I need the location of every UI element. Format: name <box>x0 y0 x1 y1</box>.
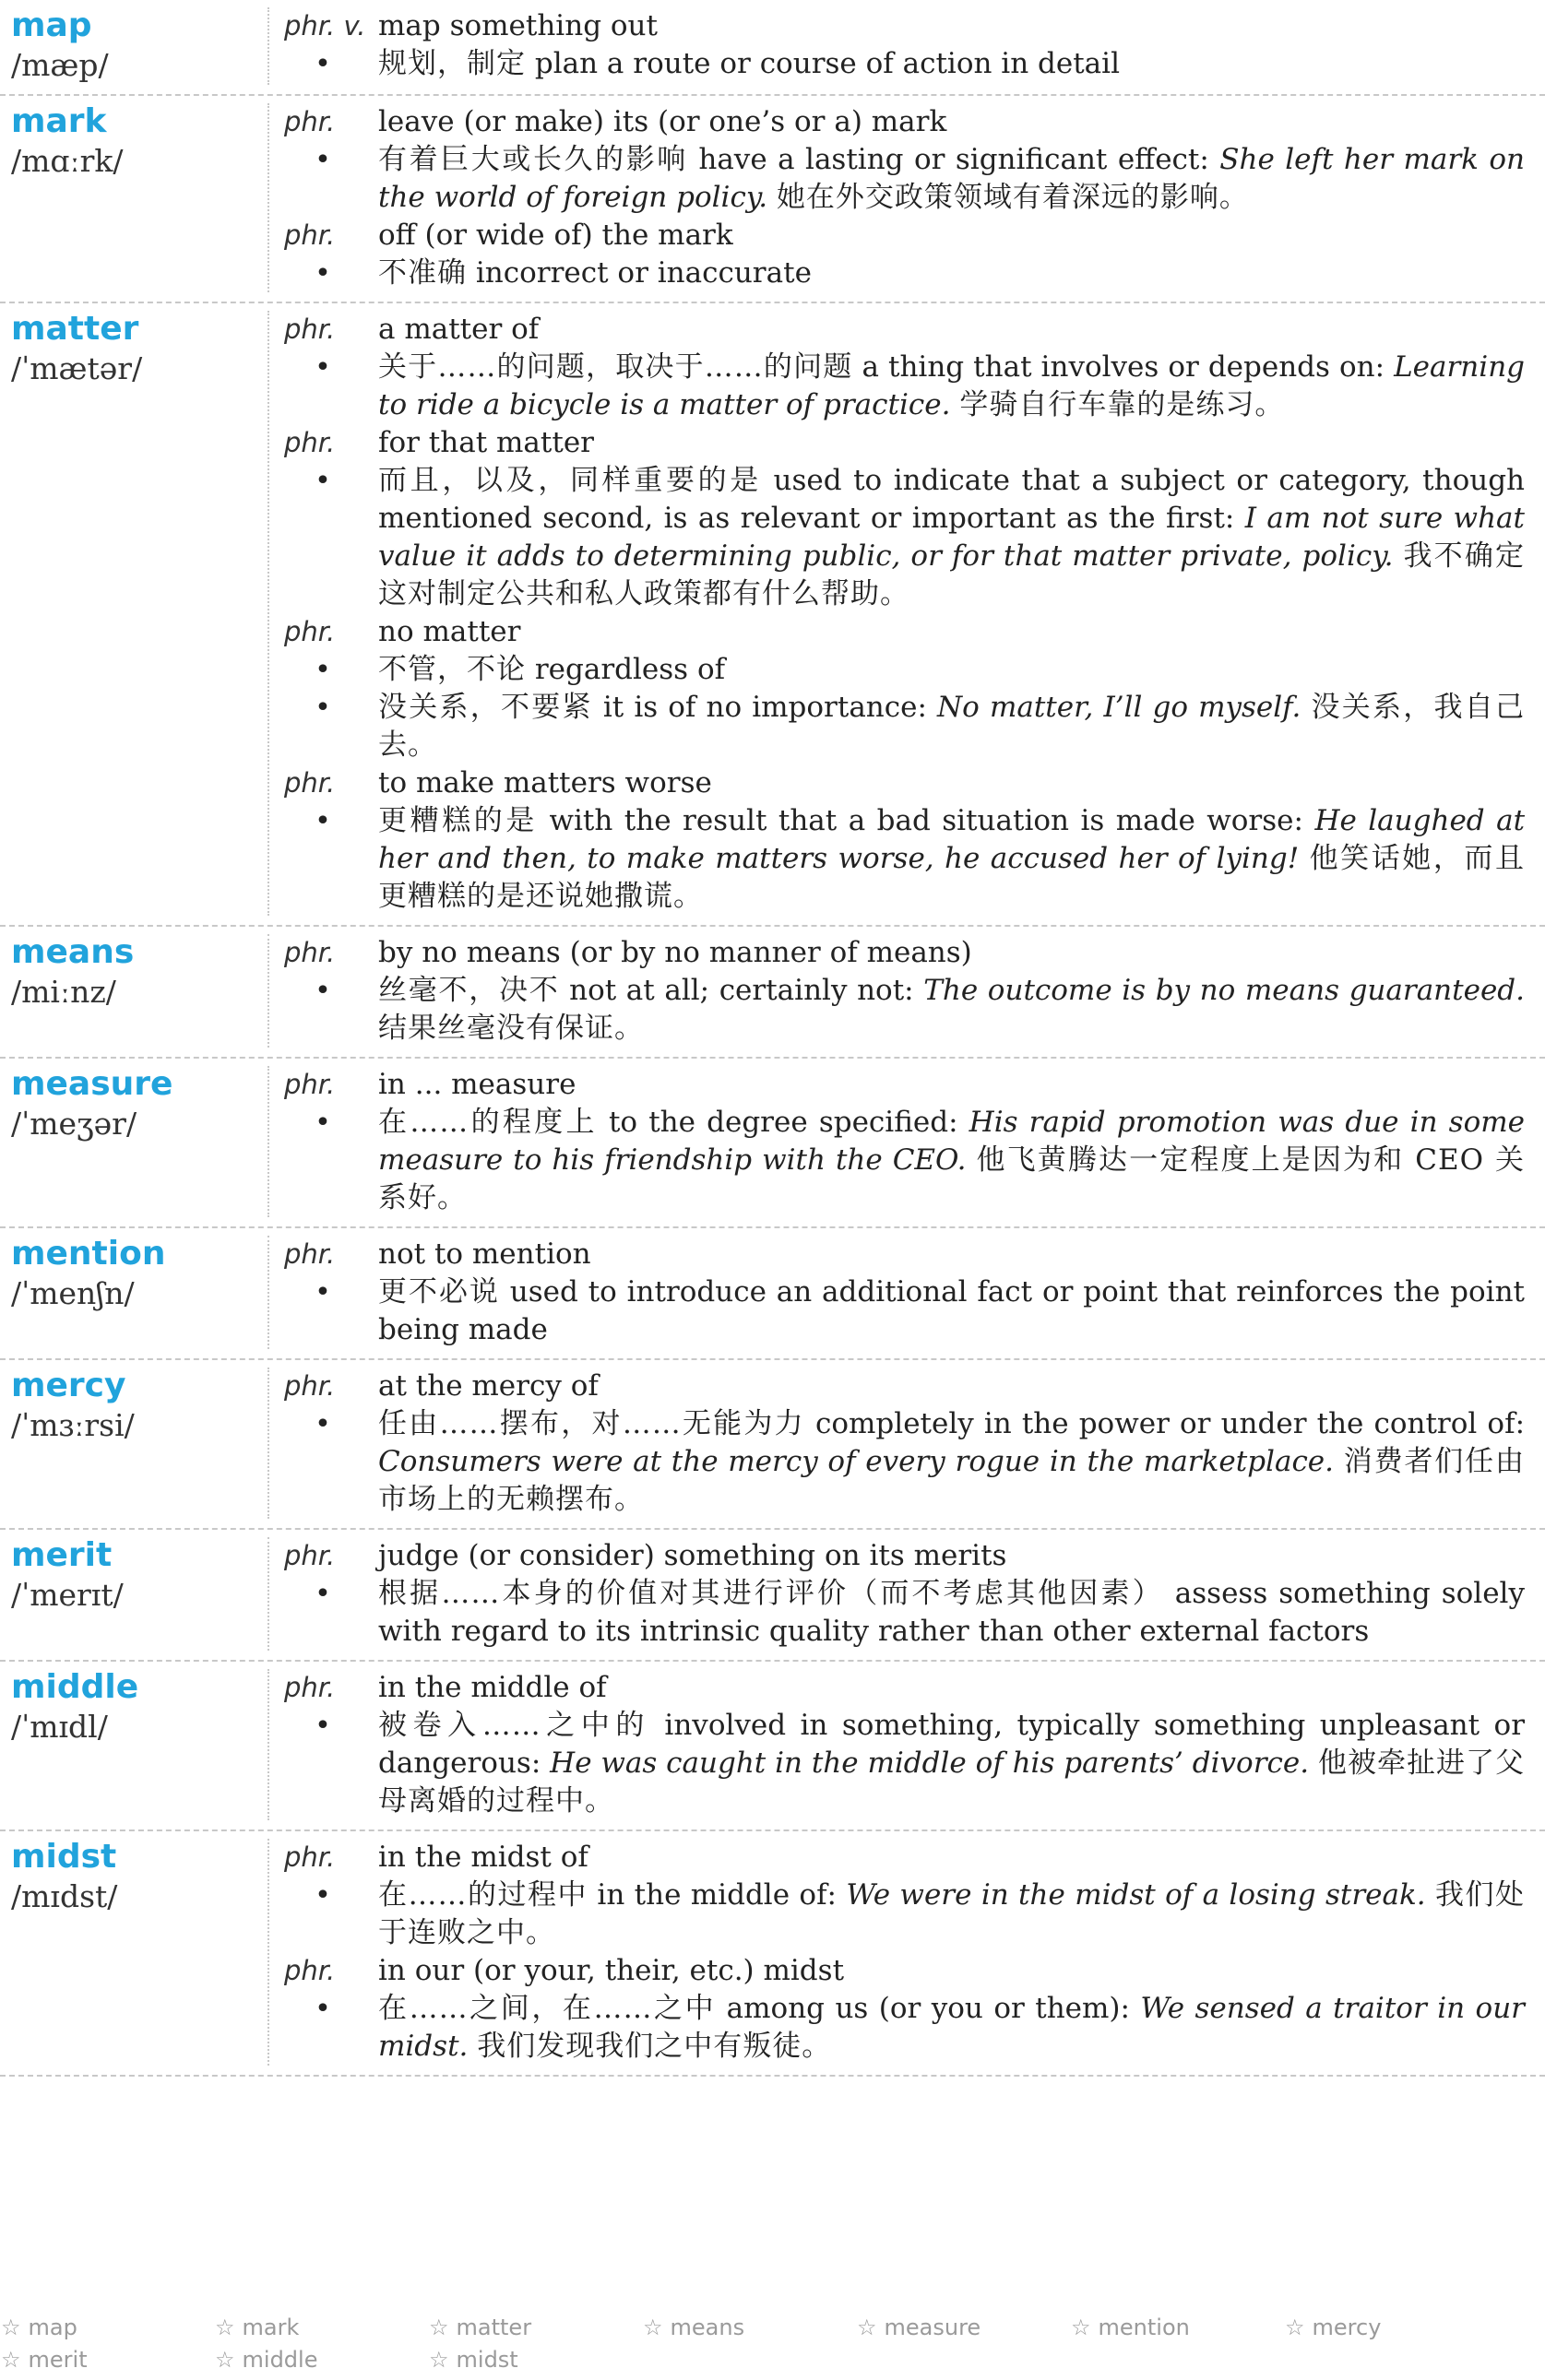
bullet-icon: • <box>315 805 331 837</box>
nav-link-label[interactable]: mention <box>1098 2315 1190 2340</box>
nav-link-label[interactable]: mercy <box>1312 2315 1382 2340</box>
nav-link-label[interactable]: midst <box>456 2347 518 2373</box>
pronunciation: /ˈmeʒər/ <box>11 1106 137 1142</box>
part-of-speech-label: phr. <box>284 767 336 799</box>
phrase-line <box>284 311 1525 349</box>
star-icon: ☆ <box>857 2315 877 2340</box>
entry-midst <box>0 1831 1545 2077</box>
part-of-speech-label: phr. v. <box>284 10 366 41</box>
headword: mercy <box>11 1367 126 1404</box>
entry-body <box>269 7 1545 85</box>
definition <box>378 1104 1525 1217</box>
entry-body <box>269 311 1545 916</box>
pronunciation: /ˈmætər/ <box>11 350 143 386</box>
definition-en: assess something solely with regard to its intrinsic quality rather than other external factors <box>378 1577 1525 1648</box>
entry-body <box>269 1236 1545 1349</box>
phrase-line <box>284 1952 1525 1990</box>
phrase-line <box>284 103 1525 141</box>
example-sentence: He laughed at her and then, to make matters worse, he accused her of lying! <box>378 804 1526 875</box>
definition-cn: 在……之间，在……之中 <box>378 1992 717 2025</box>
phrase: in the midst of <box>378 1841 588 1874</box>
star-icon: ☆ <box>215 2347 235 2373</box>
definition-line <box>284 1104 1525 1217</box>
phrase: map something out <box>378 9 658 42</box>
definition <box>378 972 1525 1048</box>
nav-link-mercy[interactable] <box>1285 2315 1381 2340</box>
part-of-speech-label: phr. <box>284 314 336 345</box>
definition <box>378 651 1525 689</box>
phrase-line <box>284 1368 1525 1405</box>
entry-middle <box>0 1662 1545 1831</box>
phrase-line <box>284 424 1525 462</box>
star-icon: ☆ <box>643 2315 663 2340</box>
definition-en: not at all; certainly not: <box>569 974 914 1007</box>
phrase: no matter <box>378 615 521 648</box>
definition-en: completely in the power or under the control of: <box>815 1407 1526 1440</box>
definition-cn: 没关系，不要紧 <box>378 691 593 724</box>
definition-cn: 更不必说 <box>378 1275 500 1308</box>
definition <box>378 1273 1525 1349</box>
definition <box>378 1575 1525 1651</box>
example-translation: 我们发现我们之中有叛徒。 <box>477 2030 832 2063</box>
example-sentence: His rapid promotion was due in some measure to his friendship with the CEO. <box>378 1106 1525 1177</box>
nav-link-label[interactable]: map <box>28 2315 77 2340</box>
headword-column <box>0 7 269 85</box>
bullet-icon: • <box>315 351 331 384</box>
entry-mark <box>0 96 1545 303</box>
pronunciation: /mɪdst/ <box>11 1878 118 1914</box>
definition-line <box>284 1575 1525 1651</box>
example-sentence: Learning to ride a bicycle is a matter of practice. <box>378 350 1525 421</box>
phrase: judge (or consider) something on its merits <box>378 1539 1007 1572</box>
nav-link-label[interactable]: middle <box>242 2347 318 2373</box>
star-icon: ☆ <box>215 2315 235 2340</box>
headword: mention <box>11 1235 166 1273</box>
definition-cn: 不管，不论 <box>378 653 526 686</box>
definition <box>378 1707 1525 1820</box>
phrase: in our (or your, their, etc.) midst <box>378 1954 845 1987</box>
definition-cn: 而且，以及，同样重要的是 <box>378 464 762 497</box>
pronunciation: /ˈmerɪt/ <box>11 1577 124 1613</box>
pronunciation: /miːnz/ <box>11 974 116 1010</box>
nav-link-mark[interactable] <box>215 2315 299 2340</box>
definition-line <box>284 1707 1525 1820</box>
phrase-line <box>284 1669 1525 1707</box>
definition-cn: 有着巨大或长久的影响 <box>378 143 688 176</box>
example-translation: 结果丝毫没有保证。 <box>378 1012 644 1045</box>
definition-en: with the result that a bad situation is made worse: <box>549 804 1303 837</box>
phrase-line <box>284 1236 1525 1273</box>
definition-cn: 更糟糕的是 <box>378 804 538 837</box>
part-of-speech-label: phr. <box>284 616 336 647</box>
nav-link-mention[interactable] <box>1071 2315 1190 2340</box>
example-sentence: We were in the midst of a losing streak. <box>846 1878 1426 1912</box>
phrase: leave (or make) its (or one’s or a) mark <box>378 105 947 138</box>
definition <box>378 462 1525 613</box>
headword-column <box>0 1669 269 1820</box>
phrase-line <box>284 217 1525 255</box>
headword-column <box>0 1839 269 2066</box>
headword: merit <box>11 1536 113 1574</box>
example-translation: 我们处于连败之中。 <box>378 1878 1526 1949</box>
entry-mention <box>0 1228 1545 1360</box>
phrase: to make matters worse <box>378 766 712 799</box>
definition-cn: 丝毫不，决不 <box>378 974 560 1007</box>
pronunciation: /ˈmɪdl/ <box>11 1709 108 1745</box>
definition-cn: 在……的过程中 <box>378 1878 588 1912</box>
definition-en: in the middle of: <box>597 1878 837 1912</box>
example-sentence: Consumers were at the mercy of every rogue in the marketplace. <box>378 1445 1335 1478</box>
part-of-speech-label: phr. <box>284 1841 336 1873</box>
definition-en: plan a route or course of action in detail <box>534 47 1120 80</box>
headword-column <box>0 934 269 1048</box>
headword-column <box>0 103 269 292</box>
definition-en: regardless of <box>534 653 726 686</box>
definition-cn: 在……的程度上 <box>378 1106 598 1139</box>
bullet-icon: • <box>315 1408 331 1440</box>
headword-column <box>0 1066 269 1217</box>
headword-column <box>0 1537 269 1651</box>
example-translation: 她在外交政策领域有着深远的影响。 <box>776 181 1249 214</box>
entry-body <box>269 1537 1545 1651</box>
headword: mark <box>11 102 107 140</box>
headword: middle <box>11 1668 139 1706</box>
bullet-icon: • <box>315 1993 331 2025</box>
star-icon: ☆ <box>1 2315 21 2340</box>
part-of-speech-label: phr. <box>284 106 336 137</box>
bullet-icon: • <box>315 1879 331 1912</box>
entry-body <box>269 1839 1545 2066</box>
entry-means <box>0 927 1545 1059</box>
definition-line <box>284 689 1525 764</box>
definition-line <box>284 141 1525 217</box>
nav-link-matter[interactable] <box>429 2315 531 2340</box>
pronunciation: /mɑːrk/ <box>11 143 124 179</box>
nav-link-means[interactable] <box>643 2315 744 2340</box>
phrase: at the mercy of <box>378 1369 599 1403</box>
definition <box>378 1990 1525 2066</box>
phrase: a matter of <box>378 313 540 346</box>
star-icon: ☆ <box>1285 2315 1305 2340</box>
headword: matter <box>11 310 139 348</box>
phrase-line <box>284 1839 1525 1877</box>
definition-cn: 被卷入……之中的 <box>378 1709 650 1742</box>
pronunciation: /ˈmenʃn/ <box>11 1275 135 1311</box>
phrase-line <box>284 1537 1525 1575</box>
definition-en: a thing that involves or depends on: <box>862 350 1385 384</box>
definition-line <box>284 651 1525 689</box>
phrase: off (or wide of) the mark <box>378 219 733 252</box>
part-of-speech-label: phr. <box>284 219 336 251</box>
star-icon: ☆ <box>1 2347 21 2373</box>
part-of-speech-label: phr. <box>284 937 336 968</box>
example-translation: 他笑话她，而且更糟糕的是还说她撒谎。 <box>378 842 1525 913</box>
example-sentence: The outcome is by no means guaranteed. <box>923 974 1525 1007</box>
bullet-icon: • <box>315 1578 331 1610</box>
headword: means <box>11 933 135 971</box>
nav-link-label[interactable]: mark <box>242 2315 300 2340</box>
bullet-icon: • <box>315 1710 331 1742</box>
bullet-icon: • <box>315 692 331 724</box>
entry-map <box>0 0 1545 96</box>
example-translation: 他飞黄腾达一定程度上是因为和 CEO 关系好。 <box>378 1143 1525 1214</box>
phrase-line <box>284 7 1525 45</box>
phrase: for that matter <box>378 426 594 459</box>
part-of-speech-label: phr. <box>284 1672 336 1703</box>
part-of-speech-label: phr. <box>284 1370 336 1402</box>
nav-link-measure[interactable] <box>857 2315 980 2340</box>
nav-link-merit[interactable] <box>1 2347 88 2373</box>
bullet-icon: • <box>315 48 331 80</box>
bullet-icon: • <box>315 1276 331 1308</box>
pronunciation: /mæp/ <box>11 47 109 83</box>
example-sentence: She left her mark on the world of foreign policy. <box>378 143 1526 214</box>
entry-body <box>269 934 1545 1048</box>
definition <box>378 255 1525 292</box>
definition-en: among us (or you or them): <box>726 1992 1130 2025</box>
definition-line <box>284 972 1525 1048</box>
bullet-icon: • <box>315 1107 331 1139</box>
definition-cn: 不准确 <box>378 256 467 290</box>
definition-en: it is of no importance: <box>602 691 927 724</box>
example-sentence: We sensed a traitor in our midst. <box>378 1992 1525 2063</box>
definition-line <box>284 255 1525 292</box>
definition-cn: 关于……的问题，取决于……的问题 <box>378 350 853 384</box>
star-icon: ☆ <box>429 2347 449 2373</box>
phrase-line <box>284 613 1525 651</box>
definition-en: involved in something, typically something unpleasant or dangerous: <box>378 1709 1526 1780</box>
definition-line <box>284 45 1525 83</box>
entry-measure <box>0 1059 1545 1228</box>
bullet-icon: • <box>315 144 331 176</box>
definition <box>378 1405 1525 1519</box>
part-of-speech-label: phr. <box>284 1238 336 1270</box>
entry-merit <box>0 1530 1545 1662</box>
bullet-icon: • <box>315 257 331 290</box>
entry-body <box>269 103 1545 292</box>
definition-line <box>284 1990 1525 2066</box>
phrase: in ... measure <box>378 1068 576 1101</box>
example-sentence: He was caught in the middle of his parents’ divorce. <box>550 1747 1310 1780</box>
phrase: not to mention <box>378 1237 591 1271</box>
phrase-line <box>284 934 1525 972</box>
definition-line <box>284 1273 1525 1349</box>
bullet-icon: • <box>315 654 331 686</box>
star-icon: ☆ <box>429 2315 449 2340</box>
example-translation: 他被牵扯进了父母离婚的过程中。 <box>378 1747 1525 1818</box>
part-of-speech-label: phr. <box>284 1069 336 1100</box>
headword-column <box>0 1368 269 1519</box>
definition-cn: 规划，制定 <box>378 47 526 80</box>
nav-link-midst[interactable] <box>429 2347 518 2373</box>
example-translation: 学骑自行车靠的是练习。 <box>959 388 1285 421</box>
definition <box>378 802 1525 916</box>
headword: map <box>11 6 92 44</box>
definition-line <box>284 462 1525 613</box>
phrase-line <box>284 764 1525 802</box>
definition-line <box>284 802 1525 916</box>
example-translation: 消费者们任由市场上的无赖摆布。 <box>378 1445 1526 1516</box>
definition-en: incorrect or inaccurate <box>475 256 812 290</box>
definition-line <box>284 1877 1525 1952</box>
definition-cn: 任由……摆布，对……无能为力 <box>378 1407 805 1440</box>
part-of-speech-label: phr. <box>284 1540 336 1571</box>
star-icon: ☆ <box>1071 2315 1091 2340</box>
definition <box>378 689 1525 764</box>
example-sentence: I am not sure what value it adds to determining public, or for that matter private, policy. <box>378 502 1525 573</box>
example-translation: 我不确定这对制定公共和私人政策都有什么帮助。 <box>378 539 1525 610</box>
nav-link-label[interactable]: merit <box>28 2347 88 2373</box>
definition-line <box>284 349 1525 424</box>
nav-link-map[interactable] <box>1 2315 77 2340</box>
headword: measure <box>11 1065 173 1103</box>
part-of-speech-label: phr. <box>284 427 336 458</box>
definition-en: used to indicate that a subject or category, though mentioned second, is as relevant or important as the first: <box>378 464 1526 535</box>
entry-matter <box>0 303 1545 927</box>
nav-link-label[interactable]: matter <box>456 2315 532 2340</box>
definition-en: used to introduce an additional fact or point that reinforces the point being made <box>378 1275 1526 1346</box>
pronunciation: /ˈmɜːrsi/ <box>11 1407 135 1443</box>
definition <box>378 45 1525 83</box>
phrase: by no means (or by no manner of means) <box>378 936 972 969</box>
entry-body <box>269 1066 1545 1217</box>
nav-link-label[interactable]: means <box>670 2315 745 2340</box>
headword: midst <box>11 1838 117 1876</box>
example-translation: 没关系，我自己去。 <box>378 691 1526 762</box>
phrase: in the middle of <box>378 1671 607 1704</box>
definition-en: have a lasting or significant effect: <box>698 143 1209 176</box>
definition <box>378 1877 1525 1952</box>
entry-mercy <box>0 1360 1545 1530</box>
example-sentence: No matter, I’ll go myself. <box>937 691 1301 724</box>
definition-line <box>284 1405 1525 1519</box>
definition-cn: 根据……本身的价值对其进行评价（而不考虑其他因素） <box>378 1577 1164 1610</box>
bullet-icon: • <box>315 975 331 1007</box>
part-of-speech-label: phr. <box>284 1955 336 1986</box>
headword-column <box>0 311 269 916</box>
definition <box>378 349 1525 424</box>
phrase-line <box>284 1066 1525 1104</box>
entry-body <box>269 1368 1545 1519</box>
nav-link-middle[interactable] <box>215 2347 317 2373</box>
nav-link-label[interactable]: measure <box>884 2315 981 2340</box>
bullet-icon: • <box>315 465 331 497</box>
headword-column <box>0 1236 269 1349</box>
definition-en: to the degree specified: <box>608 1106 958 1139</box>
bottom-navigation <box>0 2315 1545 2380</box>
definition <box>378 141 1525 217</box>
entry-body <box>269 1669 1545 1820</box>
